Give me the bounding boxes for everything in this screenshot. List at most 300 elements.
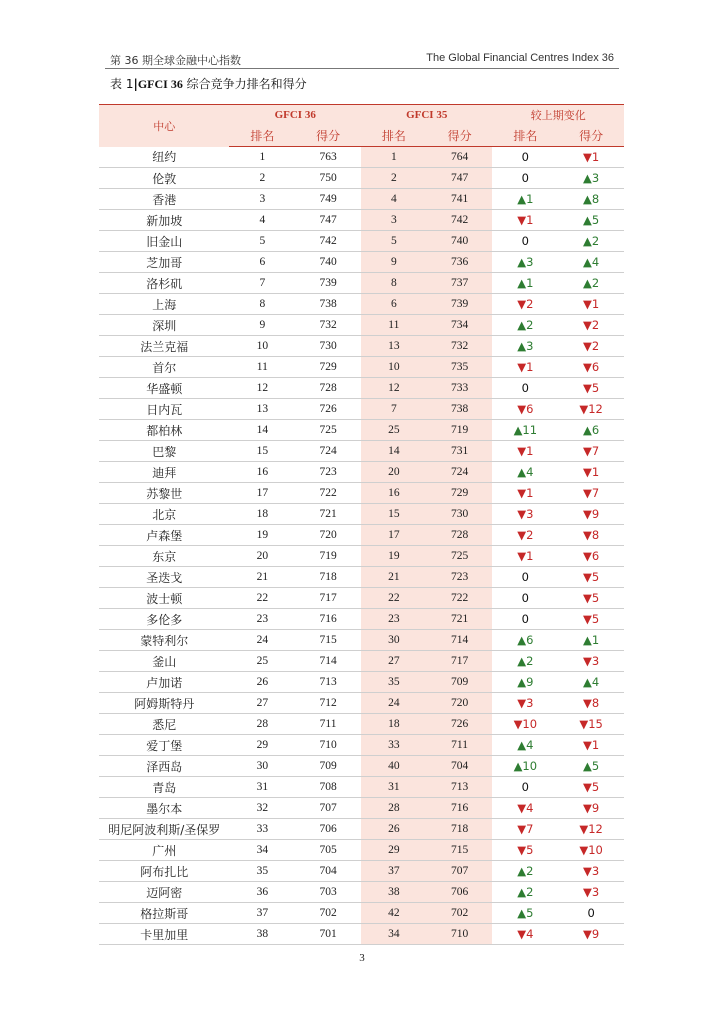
score-change-cell: ▲5 bbox=[558, 756, 624, 777]
table-row bbox=[99, 630, 624, 651]
city-cell: 卡里加里 bbox=[99, 924, 229, 945]
score-36-cell: 728 bbox=[295, 378, 361, 399]
rank-35-cell: 12 bbox=[361, 378, 427, 399]
rank-change-cell: 0 bbox=[492, 378, 558, 399]
score-35-cell: 720 bbox=[427, 693, 493, 714]
score-35-cell: 739 bbox=[427, 294, 493, 315]
score-36-cell: 723 bbox=[295, 462, 361, 483]
table-row bbox=[99, 210, 624, 231]
rank-36-cell: 27 bbox=[229, 693, 295, 714]
rank-36-cell: 32 bbox=[229, 798, 295, 819]
column-header-rank-change: 排名 bbox=[492, 125, 558, 147]
table-row bbox=[99, 693, 624, 714]
rank-35-cell: 31 bbox=[361, 777, 427, 798]
score-35-cell: 724 bbox=[427, 462, 493, 483]
score-36-cell: 706 bbox=[295, 819, 361, 840]
group-header-gfci35: GFCI 35 bbox=[361, 105, 493, 126]
rank-36-cell: 11 bbox=[229, 357, 295, 378]
city-cell: 苏黎世 bbox=[99, 483, 229, 504]
city-cell: 墨尔本 bbox=[99, 798, 229, 819]
city-cell: 华盛顿 bbox=[99, 378, 229, 399]
score-36-cell: 750 bbox=[295, 168, 361, 189]
score-change-cell: ▼5 bbox=[558, 777, 624, 798]
score-36-cell: 720 bbox=[295, 525, 361, 546]
rank-36-cell: 4 bbox=[229, 210, 295, 231]
rank-36-cell: 31 bbox=[229, 777, 295, 798]
score-change-cell: ▼1 bbox=[558, 294, 624, 315]
score-36-cell: 708 bbox=[295, 777, 361, 798]
rank-change-cell: ▼1 bbox=[492, 546, 558, 567]
rank-36-cell: 6 bbox=[229, 252, 295, 273]
table-row bbox=[99, 189, 624, 210]
running-header-title: 第 36 期全球金融中心指数 bbox=[110, 54, 241, 67]
score-change-cell: ▼10 bbox=[558, 840, 624, 861]
city-cell: 伦敦 bbox=[99, 168, 229, 189]
rank-35-cell: 18 bbox=[361, 714, 427, 735]
city-cell: 波士顿 bbox=[99, 588, 229, 609]
score-35-cell: 742 bbox=[427, 210, 493, 231]
score-36-cell: 732 bbox=[295, 315, 361, 336]
rank-35-cell: 8 bbox=[361, 273, 427, 294]
rank-36-cell: 19 bbox=[229, 525, 295, 546]
table-caption bbox=[110, 75, 307, 92]
table-row bbox=[99, 357, 624, 378]
score-35-cell: 711 bbox=[427, 735, 493, 756]
city-cell: 北京 bbox=[99, 504, 229, 525]
score-change-cell: ▼3 bbox=[558, 651, 624, 672]
table-row bbox=[99, 378, 624, 399]
table-row bbox=[99, 840, 624, 861]
rank-change-cell: 0 bbox=[492, 147, 558, 168]
rank-36-cell: 9 bbox=[229, 315, 295, 336]
rank-35-cell: 24 bbox=[361, 693, 427, 714]
score-35-cell: 704 bbox=[427, 756, 493, 777]
column-header-score-35: 得分 bbox=[427, 125, 493, 147]
table-row bbox=[99, 441, 624, 462]
city-cell: 上海 bbox=[99, 294, 229, 315]
rank-change-cell: ▼1 bbox=[492, 441, 558, 462]
table-row bbox=[99, 777, 624, 798]
table-row bbox=[99, 714, 624, 735]
column-header-score-36: 得分 bbox=[295, 125, 361, 147]
table-row bbox=[99, 483, 624, 504]
score-change-cell: ▲2 bbox=[558, 273, 624, 294]
score-change-cell: ▼5 bbox=[558, 609, 624, 630]
score-36-cell: 763 bbox=[295, 147, 361, 168]
score-change-cell: ▼2 bbox=[558, 315, 624, 336]
table-row bbox=[99, 252, 624, 273]
score-change-cell: ▼15 bbox=[558, 714, 624, 735]
rank-35-cell: 4 bbox=[361, 189, 427, 210]
city-cell: 蒙特利尔 bbox=[99, 630, 229, 651]
score-36-cell: 709 bbox=[295, 756, 361, 777]
rank-change-cell: ▲3 bbox=[492, 336, 558, 357]
city-cell: 多伦多 bbox=[99, 609, 229, 630]
score-35-cell: 764 bbox=[427, 147, 493, 168]
score-change-cell: ▼1 bbox=[558, 735, 624, 756]
rank-35-cell: 17 bbox=[361, 525, 427, 546]
score-35-cell: 715 bbox=[427, 840, 493, 861]
score-change-cell: ▼3 bbox=[558, 861, 624, 882]
score-change-cell: ▼5 bbox=[558, 378, 624, 399]
score-36-cell: 722 bbox=[295, 483, 361, 504]
rank-change-cell: ▼1 bbox=[492, 357, 558, 378]
score-change-cell: ▼8 bbox=[558, 693, 624, 714]
city-cell: 阿布扎比 bbox=[99, 861, 229, 882]
rank-change-cell: 0 bbox=[492, 231, 558, 252]
score-change-cell: ▲1 bbox=[558, 630, 624, 651]
rank-36-cell: 29 bbox=[229, 735, 295, 756]
rank-36-cell: 14 bbox=[229, 420, 295, 441]
rank-36-cell: 16 bbox=[229, 462, 295, 483]
score-change-cell: ▲3 bbox=[558, 168, 624, 189]
score-36-cell: 726 bbox=[295, 399, 361, 420]
rank-change-cell: ▼1 bbox=[492, 483, 558, 504]
rank-36-cell: 18 bbox=[229, 504, 295, 525]
city-cell: 东京 bbox=[99, 546, 229, 567]
rank-35-cell: 13 bbox=[361, 336, 427, 357]
score-36-cell: 749 bbox=[295, 189, 361, 210]
rank-36-cell: 12 bbox=[229, 378, 295, 399]
table-row bbox=[99, 336, 624, 357]
rank-change-cell: ▲4 bbox=[492, 462, 558, 483]
rank-35-cell: 9 bbox=[361, 252, 427, 273]
city-cell: 深圳 bbox=[99, 315, 229, 336]
score-change-cell: ▲2 bbox=[558, 231, 624, 252]
city-cell: 明尼阿波利斯/圣保罗 bbox=[99, 819, 229, 840]
score-35-cell: 713 bbox=[427, 777, 493, 798]
rank-35-cell: 6 bbox=[361, 294, 427, 315]
rank-35-cell: 15 bbox=[361, 504, 427, 525]
table-row bbox=[99, 420, 624, 441]
city-cell: 纽约 bbox=[99, 147, 229, 168]
score-36-cell: 701 bbox=[295, 924, 361, 945]
city-cell: 新加坡 bbox=[99, 210, 229, 231]
rank-36-cell: 38 bbox=[229, 924, 295, 945]
rank-35-cell: 40 bbox=[361, 756, 427, 777]
score-change-cell: ▼1 bbox=[558, 147, 624, 168]
city-cell: 悉尼 bbox=[99, 714, 229, 735]
city-cell: 广州 bbox=[99, 840, 229, 861]
rank-change-cell: ▼2 bbox=[492, 294, 558, 315]
table-row bbox=[99, 504, 624, 525]
score-change-cell: ▼5 bbox=[558, 567, 624, 588]
rank-change-cell: ▲2 bbox=[492, 882, 558, 903]
score-change-cell: ▼6 bbox=[558, 357, 624, 378]
rank-35-cell: 26 bbox=[361, 819, 427, 840]
city-cell: 巴黎 bbox=[99, 441, 229, 462]
city-cell: 卢加诺 bbox=[99, 672, 229, 693]
city-cell: 洛杉矶 bbox=[99, 273, 229, 294]
city-cell: 香港 bbox=[99, 189, 229, 210]
score-change-cell: ▲4 bbox=[558, 252, 624, 273]
rank-35-cell: 14 bbox=[361, 441, 427, 462]
score-36-cell: 740 bbox=[295, 252, 361, 273]
rank-change-cell: ▲10 bbox=[492, 756, 558, 777]
rank-change-cell: 0 bbox=[492, 168, 558, 189]
rank-change-cell: ▲3 bbox=[492, 252, 558, 273]
score-35-cell: 714 bbox=[427, 630, 493, 651]
score-36-cell: 717 bbox=[295, 588, 361, 609]
score-36-cell: 702 bbox=[295, 903, 361, 924]
rank-36-cell: 21 bbox=[229, 567, 295, 588]
score-35-cell: 710 bbox=[427, 924, 493, 945]
rank-36-cell: 36 bbox=[229, 882, 295, 903]
score-change-cell: ▼3 bbox=[558, 882, 624, 903]
table-row bbox=[99, 651, 624, 672]
score-36-cell: 729 bbox=[295, 357, 361, 378]
score-36-cell: 703 bbox=[295, 882, 361, 903]
group-header-change: 较上期变化 bbox=[492, 105, 624, 126]
table-body bbox=[99, 147, 624, 945]
rank-change-cell: ▼6 bbox=[492, 399, 558, 420]
table-row bbox=[99, 903, 624, 924]
score-35-cell: 709 bbox=[427, 672, 493, 693]
rank-35-cell: 42 bbox=[361, 903, 427, 924]
rank-35-cell: 11 bbox=[361, 315, 427, 336]
score-change-cell: ▼9 bbox=[558, 504, 624, 525]
score-35-cell: 735 bbox=[427, 357, 493, 378]
score-change-cell: ▼7 bbox=[558, 441, 624, 462]
score-36-cell: 718 bbox=[295, 567, 361, 588]
table-row bbox=[99, 273, 624, 294]
score-35-cell: 740 bbox=[427, 231, 493, 252]
score-36-cell: 742 bbox=[295, 231, 361, 252]
score-36-cell: 721 bbox=[295, 504, 361, 525]
table-row bbox=[99, 315, 624, 336]
score-36-cell: 713 bbox=[295, 672, 361, 693]
table-row bbox=[99, 861, 624, 882]
score-36-cell: 739 bbox=[295, 273, 361, 294]
city-cell: 法兰克福 bbox=[99, 336, 229, 357]
rank-36-cell: 33 bbox=[229, 819, 295, 840]
score-change-cell: ▼2 bbox=[558, 336, 624, 357]
rank-change-cell: ▼1 bbox=[492, 210, 558, 231]
score-35-cell: 702 bbox=[427, 903, 493, 924]
score-35-cell: 717 bbox=[427, 651, 493, 672]
table-row bbox=[99, 294, 624, 315]
rank-change-cell: ▲6 bbox=[492, 630, 558, 651]
city-cell: 釜山 bbox=[99, 651, 229, 672]
city-cell: 青岛 bbox=[99, 777, 229, 798]
table-row bbox=[99, 756, 624, 777]
gfci-ranking-table bbox=[99, 104, 624, 945]
score-change-cell: ▼9 bbox=[558, 798, 624, 819]
score-change-cell: ▼7 bbox=[558, 483, 624, 504]
rank-change-cell: ▲9 bbox=[492, 672, 558, 693]
score-36-cell: 704 bbox=[295, 861, 361, 882]
city-cell: 都柏林 bbox=[99, 420, 229, 441]
rank-36-cell: 22 bbox=[229, 588, 295, 609]
running-header-english-title: The Global Financial Centres Index 36 bbox=[426, 52, 614, 64]
rank-36-cell: 28 bbox=[229, 714, 295, 735]
score-35-cell: 747 bbox=[427, 168, 493, 189]
rank-36-cell: 15 bbox=[229, 441, 295, 462]
rank-change-cell: ▲2 bbox=[492, 861, 558, 882]
table-row bbox=[99, 525, 624, 546]
table-row bbox=[99, 819, 624, 840]
score-35-cell: 731 bbox=[427, 441, 493, 462]
city-cell: 泽西岛 bbox=[99, 756, 229, 777]
table-row bbox=[99, 672, 624, 693]
rank-change-cell: ▼7 bbox=[492, 819, 558, 840]
rank-36-cell: 23 bbox=[229, 609, 295, 630]
rank-36-cell: 34 bbox=[229, 840, 295, 861]
table-row bbox=[99, 231, 624, 252]
rank-change-cell: 0 bbox=[492, 567, 558, 588]
rank-change-cell: ▲11 bbox=[492, 420, 558, 441]
rank-35-cell: 37 bbox=[361, 861, 427, 882]
score-35-cell: 732 bbox=[427, 336, 493, 357]
caption-rest: 综合竞争力排名和得分 bbox=[182, 77, 307, 91]
city-cell: 首尔 bbox=[99, 357, 229, 378]
caption-bold: GFCI 36 bbox=[137, 77, 183, 91]
score-change-cell: ▼6 bbox=[558, 546, 624, 567]
table-row bbox=[99, 567, 624, 588]
rank-change-cell: ▲1 bbox=[492, 189, 558, 210]
rank-36-cell: 3 bbox=[229, 189, 295, 210]
rank-35-cell: 22 bbox=[361, 588, 427, 609]
rank-35-cell: 1 bbox=[361, 147, 427, 168]
column-header-rank-35: 排名 bbox=[361, 125, 427, 147]
rank-36-cell: 30 bbox=[229, 756, 295, 777]
rank-35-cell: 20 bbox=[361, 462, 427, 483]
rank-change-cell: ▼5 bbox=[492, 840, 558, 861]
rank-36-cell: 8 bbox=[229, 294, 295, 315]
score-35-cell: 723 bbox=[427, 567, 493, 588]
rank-35-cell: 33 bbox=[361, 735, 427, 756]
score-36-cell: 730 bbox=[295, 336, 361, 357]
city-cell: 迈阿密 bbox=[99, 882, 229, 903]
table-row bbox=[99, 882, 624, 903]
rank-36-cell: 37 bbox=[229, 903, 295, 924]
score-change-cell: ▲6 bbox=[558, 420, 624, 441]
table-row bbox=[99, 588, 624, 609]
score-35-cell: 721 bbox=[427, 609, 493, 630]
score-35-cell: 733 bbox=[427, 378, 493, 399]
rank-35-cell: 16 bbox=[361, 483, 427, 504]
rank-change-cell: ▲4 bbox=[492, 735, 558, 756]
rank-36-cell: 5 bbox=[229, 231, 295, 252]
group-header-gfci36: GFCI 36 bbox=[229, 105, 361, 126]
table-row bbox=[99, 609, 624, 630]
caption-prefix: 表 1 bbox=[110, 77, 134, 91]
rank-change-cell: ▼10 bbox=[492, 714, 558, 735]
rank-change-cell: ▼4 bbox=[492, 924, 558, 945]
score-change-cell: ▲8 bbox=[558, 189, 624, 210]
rank-35-cell: 23 bbox=[361, 609, 427, 630]
score-36-cell: 711 bbox=[295, 714, 361, 735]
rank-36-cell: 26 bbox=[229, 672, 295, 693]
rank-35-cell: 25 bbox=[361, 420, 427, 441]
rank-35-cell: 21 bbox=[361, 567, 427, 588]
rank-35-cell: 2 bbox=[361, 168, 427, 189]
score-change-cell: ▼1 bbox=[558, 462, 624, 483]
rank-36-cell: 35 bbox=[229, 861, 295, 882]
rank-35-cell: 10 bbox=[361, 357, 427, 378]
rank-change-cell: ▼3 bbox=[492, 693, 558, 714]
table-row bbox=[99, 399, 624, 420]
rank-35-cell: 30 bbox=[361, 630, 427, 651]
rank-change-cell: ▼4 bbox=[492, 798, 558, 819]
page-number: 3 bbox=[359, 952, 365, 964]
rank-36-cell: 7 bbox=[229, 273, 295, 294]
rank-35-cell: 3 bbox=[361, 210, 427, 231]
score-36-cell: 738 bbox=[295, 294, 361, 315]
rank-change-cell: ▼2 bbox=[492, 525, 558, 546]
score-35-cell: 726 bbox=[427, 714, 493, 735]
score-35-cell: 707 bbox=[427, 861, 493, 882]
rank-change-cell: 0 bbox=[492, 588, 558, 609]
rank-36-cell: 20 bbox=[229, 546, 295, 567]
score-change-cell: ▼8 bbox=[558, 525, 624, 546]
score-35-cell: 741 bbox=[427, 189, 493, 210]
rank-change-cell: ▲5 bbox=[492, 903, 558, 924]
city-cell: 卢森堡 bbox=[99, 525, 229, 546]
rank-35-cell: 29 bbox=[361, 840, 427, 861]
city-cell: 格拉斯哥 bbox=[99, 903, 229, 924]
rank-35-cell: 19 bbox=[361, 546, 427, 567]
rank-36-cell: 17 bbox=[229, 483, 295, 504]
city-cell: 旧金山 bbox=[99, 231, 229, 252]
city-cell: 芝加哥 bbox=[99, 252, 229, 273]
score-36-cell: 725 bbox=[295, 420, 361, 441]
rank-change-cell: 0 bbox=[492, 777, 558, 798]
score-change-cell: ▲5 bbox=[558, 210, 624, 231]
rank-35-cell: 5 bbox=[361, 231, 427, 252]
rank-35-cell: 35 bbox=[361, 672, 427, 693]
score-35-cell: 730 bbox=[427, 504, 493, 525]
rank-36-cell: 2 bbox=[229, 168, 295, 189]
rank-35-cell: 7 bbox=[361, 399, 427, 420]
rank-35-cell: 27 bbox=[361, 651, 427, 672]
score-36-cell: 724 bbox=[295, 441, 361, 462]
rank-36-cell: 1 bbox=[229, 147, 295, 168]
score-change-cell: ▼9 bbox=[558, 924, 624, 945]
score-35-cell: 737 bbox=[427, 273, 493, 294]
table-row bbox=[99, 798, 624, 819]
score-36-cell: 714 bbox=[295, 651, 361, 672]
rank-36-cell: 24 bbox=[229, 630, 295, 651]
score-36-cell: 712 bbox=[295, 693, 361, 714]
column-header-rank-36: 排名 bbox=[229, 125, 295, 147]
score-35-cell: 738 bbox=[427, 399, 493, 420]
score-35-cell: 722 bbox=[427, 588, 493, 609]
score-36-cell: 710 bbox=[295, 735, 361, 756]
score-35-cell: 706 bbox=[427, 882, 493, 903]
caption-separator: | bbox=[133, 77, 138, 91]
city-cell: 迪拜 bbox=[99, 462, 229, 483]
score-36-cell: 707 bbox=[295, 798, 361, 819]
score-35-cell: 734 bbox=[427, 315, 493, 336]
rank-change-cell: ▲1 bbox=[492, 273, 558, 294]
table-row bbox=[99, 168, 624, 189]
score-36-cell: 705 bbox=[295, 840, 361, 861]
rank-36-cell: 13 bbox=[229, 399, 295, 420]
table-row bbox=[99, 462, 624, 483]
column-header-center: 中心 bbox=[99, 105, 229, 147]
score-36-cell: 715 bbox=[295, 630, 361, 651]
rank-change-cell: 0 bbox=[492, 609, 558, 630]
score-35-cell: 718 bbox=[427, 819, 493, 840]
header-rule bbox=[105, 68, 619, 69]
city-cell: 爱丁堡 bbox=[99, 735, 229, 756]
table-row bbox=[99, 147, 624, 168]
score-36-cell: 747 bbox=[295, 210, 361, 231]
table-row bbox=[99, 735, 624, 756]
score-35-cell: 736 bbox=[427, 252, 493, 273]
score-change-cell: ▼12 bbox=[558, 819, 624, 840]
